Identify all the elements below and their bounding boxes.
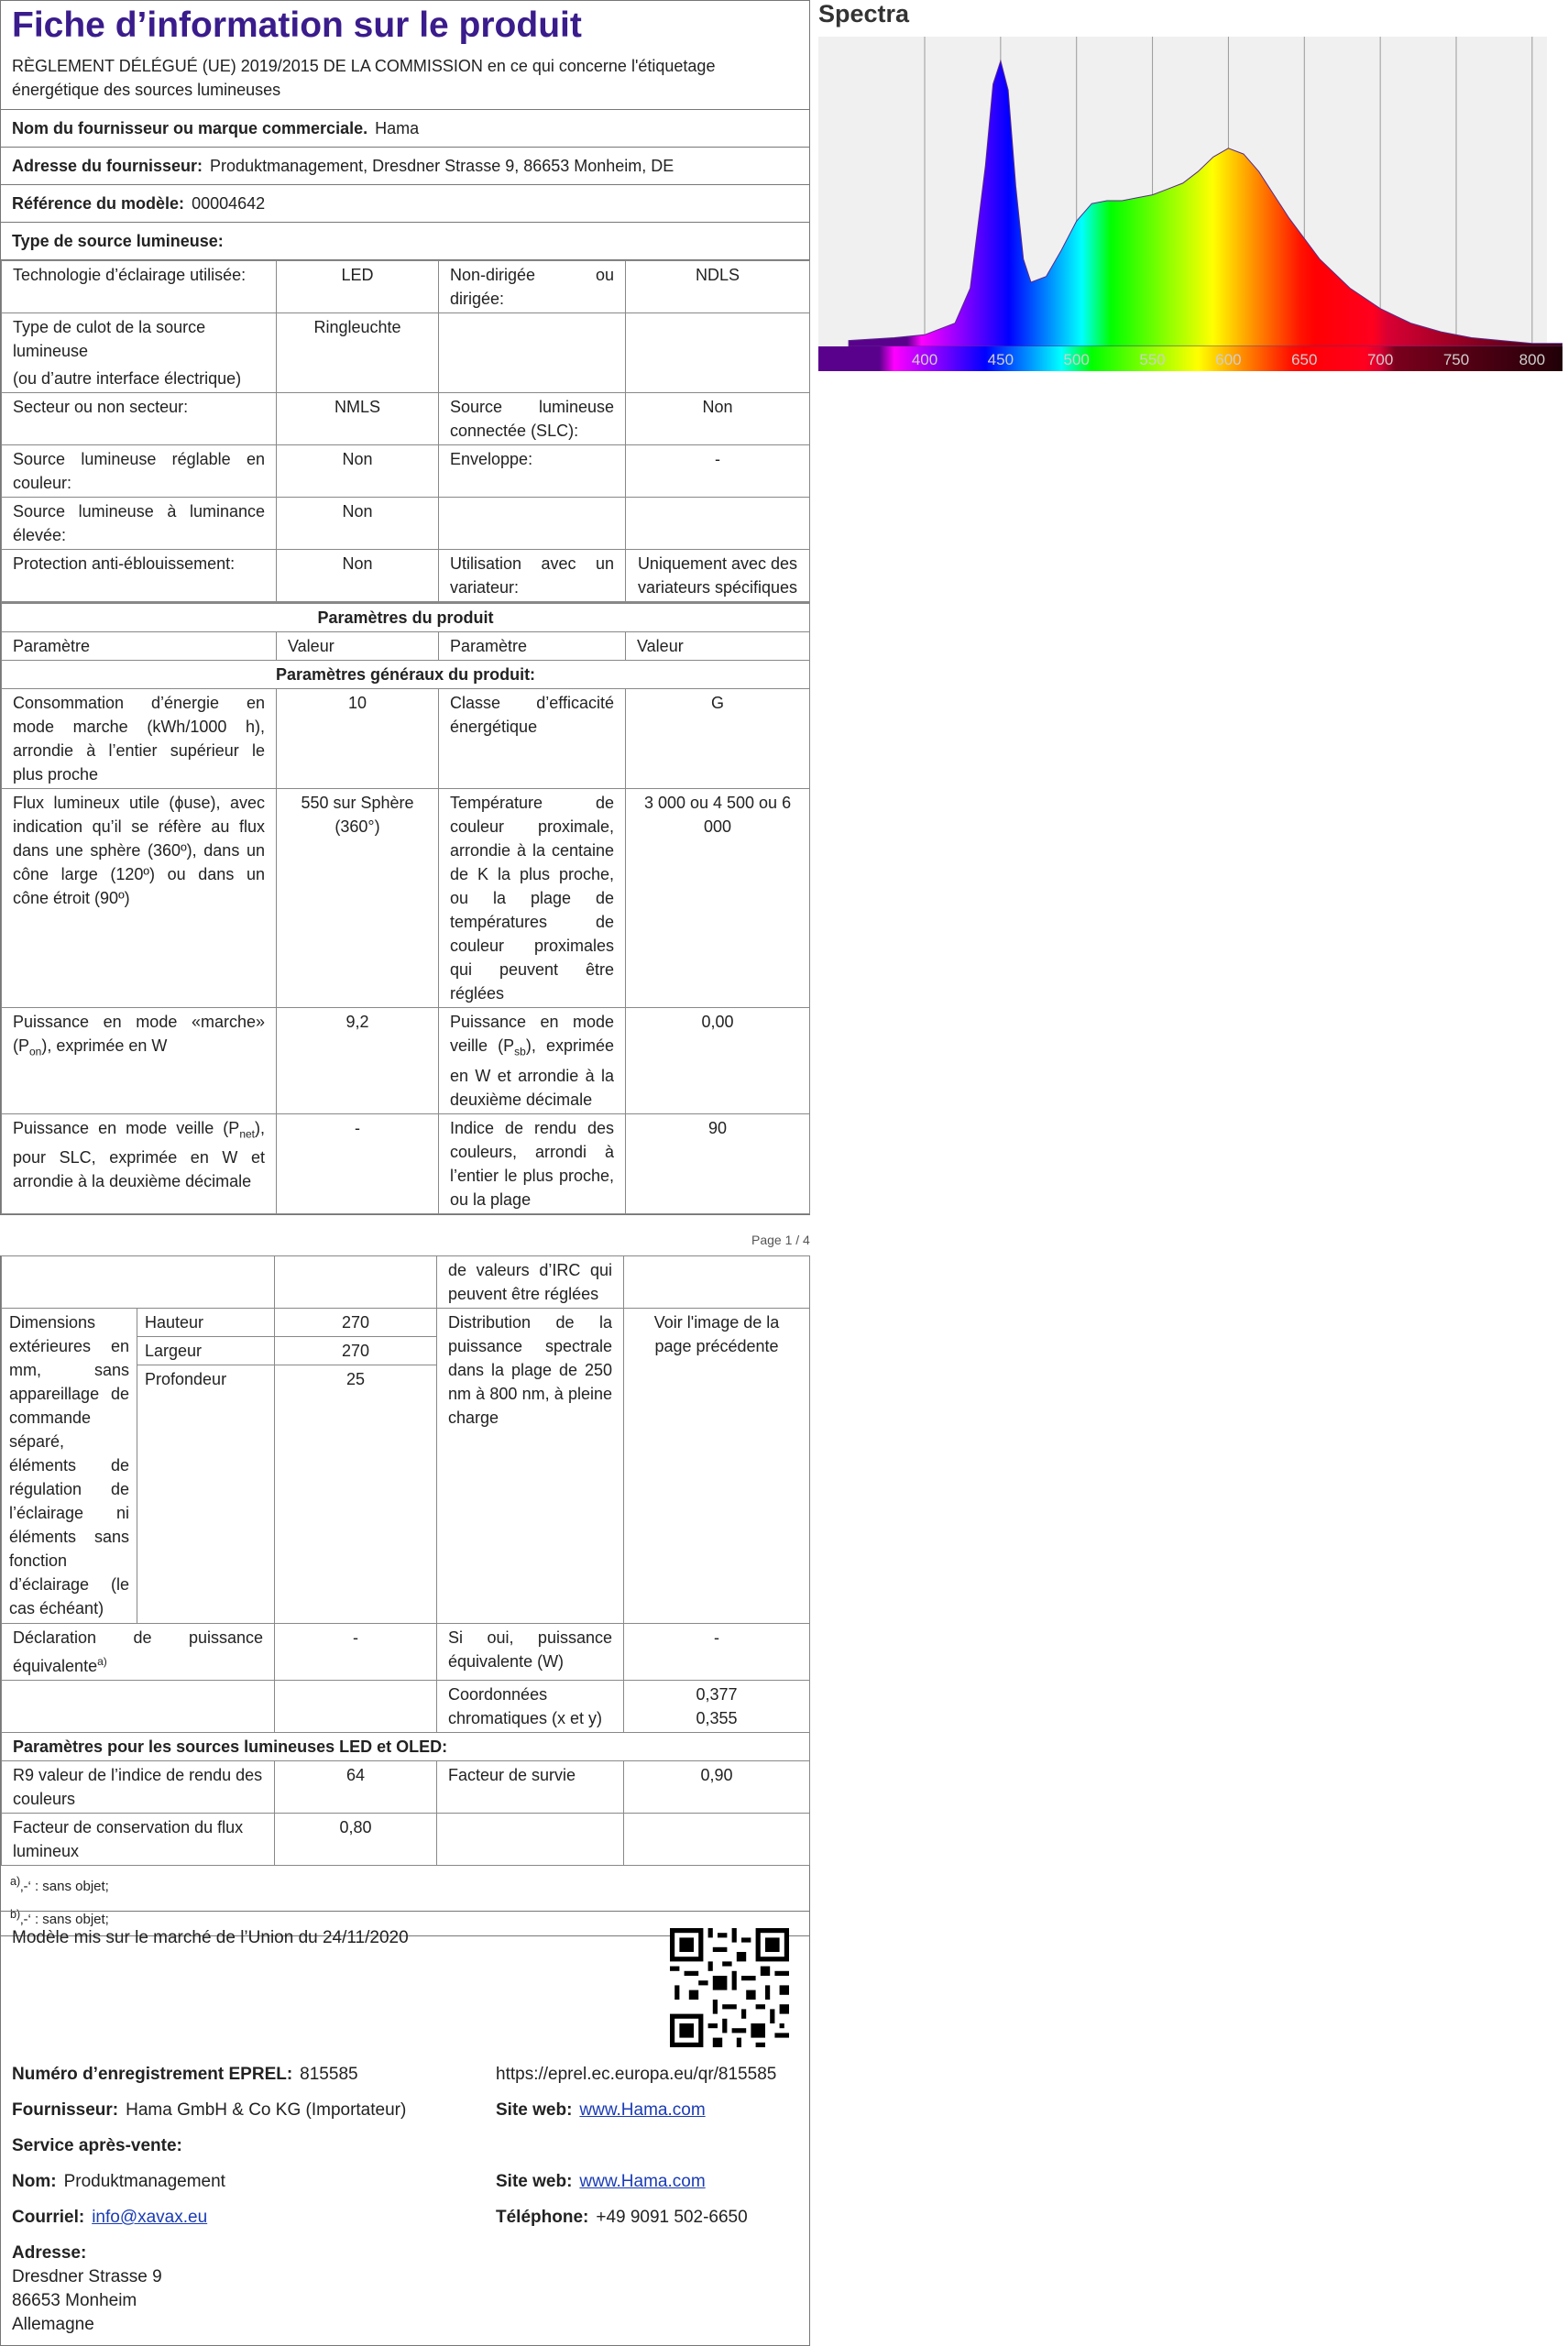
supplier-address-label: Adresse du fournisseur: <box>12 157 203 175</box>
psb-label-a: Puissance en mode veille (P <box>450 1013 614 1055</box>
footnote-a-text: ‚-‘ : sans objet; <box>20 1879 109 1894</box>
height-value: 270 <box>275 1309 437 1337</box>
empty-cell <box>275 1681 437 1733</box>
equiv-footnote-mark: a) <box>97 1655 107 1668</box>
x-tick-label: 550 <box>1139 351 1166 368</box>
connected-value: Non <box>626 393 810 445</box>
service-label <box>12 2134 190 2158</box>
pnet-value: - <box>277 1113 439 1213</box>
cri-label-cont: de valeurs d’IRC qui peuvent être réglées <box>437 1256 624 1309</box>
x-tick-label: 500 <box>1063 351 1090 368</box>
x-tick-label: 600 <box>1215 351 1242 368</box>
table-row <box>2 789 810 1008</box>
cri-value: 90 <box>626 1113 810 1213</box>
eprel-reg-label: Numéro d’enregistrement EPREL: <box>12 2065 293 2084</box>
table-row <box>2 393 810 445</box>
address-block <box>12 2242 162 2337</box>
eprel-url-link[interactable]: https://eprel.ec.europa.eu/qr/815585 <box>496 2065 777 2084</box>
x-tick-label: 800 <box>1519 351 1546 368</box>
service-name-row <box>12 2170 225 2194</box>
survival-label: Facteur de survie <box>437 1761 624 1814</box>
spectra-chart <box>818 37 1563 371</box>
energy-label: Consommation d’énergie en mode marche (kWh/1000 h), arrondie à l’entier supérieur le plus proche <box>2 689 277 789</box>
col-header-value: Valeur <box>626 632 810 661</box>
empty-cell <box>439 313 626 393</box>
pnet-sub: net <box>239 1127 255 1141</box>
page-title: Fiche d’information sur le produit <box>12 5 582 45</box>
eprel-reg-row <box>12 2063 358 2087</box>
maintenance-value: 0,80 <box>275 1814 437 1866</box>
email-row <box>12 2206 207 2230</box>
flux-label: Flux lumineux utile (ϕuse), avec indication qu’il se réfère au flux dans une sphère (360º), dans un cône large (120º) ou dans un cône étroit (90º) <box>2 789 277 1008</box>
envelope-value: - <box>626 445 810 498</box>
qr-code-icon <box>670 1928 789 2047</box>
empty-cell <box>2 1256 275 1309</box>
product-params-table <box>1 602 810 1214</box>
survival-value: 0,90 <box>624 1761 810 1814</box>
eprel-box <box>0 1911 810 2346</box>
chroma-y: 0,355 <box>696 1709 738 1727</box>
model-ref-value: 00004642 <box>192 194 266 213</box>
tech-value: LED <box>277 261 439 313</box>
table-row <box>2 1681 810 1733</box>
table-row <box>2 1761 810 1814</box>
envelope-label: Enveloppe: <box>439 445 626 498</box>
pon-label-a: Puissance en mode «marche» (P <box>13 1013 265 1055</box>
supplier-name-label: Nom du fournisseur ou marque commerciale. <box>12 119 368 137</box>
table-row <box>2 1113 810 1213</box>
pon-label <box>2 1008 277 1114</box>
col-header-param: Paramètre <box>2 632 277 661</box>
table-row <box>2 313 810 393</box>
anti-glare-label: Protection anti-éblouissement: <box>2 550 277 602</box>
table-row <box>2 550 810 602</box>
spd-label: Distribution de la puissance spectrale dans la plage de 250 nm à 800 nm, à pleine charge <box>437 1309 624 1624</box>
service-website-label: Site web: <box>496 2172 573 2191</box>
colour-tunable-label: Source lumineuse réglable en couleur: <box>2 445 277 498</box>
pon-label-b: ), exprimée en W <box>41 1036 168 1055</box>
eprel-reg-value: 815585 <box>300 2065 358 2084</box>
mains-value: NMLS <box>277 393 439 445</box>
model-ref-row <box>1 185 809 223</box>
placed-on-market: Modèle mis sur le marché de l’Union du 24/11/2020 <box>12 1928 409 1947</box>
x-tick-label: 400 <box>911 351 938 368</box>
empty-cell <box>626 313 810 393</box>
table-row <box>2 1309 810 1337</box>
col-header-value: Valeur <box>277 632 439 661</box>
footnote-b-mark: b) <box>10 1908 21 1921</box>
supplier-name-value: Hama <box>375 119 420 137</box>
anti-glare-value: Non <box>277 550 439 602</box>
empty-cell <box>439 498 626 550</box>
chroma-label: Coordonnées chromatiques (x et y) <box>437 1681 624 1733</box>
service-name-label: Nom: <box>12 2172 57 2191</box>
pon-sub: on <box>29 1045 42 1058</box>
table-row <box>2 1008 810 1114</box>
supplier-address-row <box>1 148 809 185</box>
source-type-label: Type de source lumineuse: <box>12 232 224 250</box>
psb-label-b: ), exprimée en W et arrondie à la deuxième décimale <box>450 1036 614 1109</box>
params-header: Paramètres du produit <box>2 603 810 632</box>
pon-value: 9,2 <box>277 1008 439 1114</box>
footnote-a-mark: a) <box>10 1875 21 1888</box>
flux-value: 550 sur Sphère (360°) <box>277 789 439 1008</box>
page-number: Page 1 / 4 <box>751 1233 810 1247</box>
maintenance-label: Facteur de conservation du flux lumineux <box>2 1814 275 1866</box>
energy-value: 10 <box>277 689 439 789</box>
equiv-label-text: Déclaration de puissance équivalente <box>13 1628 263 1675</box>
table-row <box>2 445 810 498</box>
supplier-row <box>12 2099 406 2122</box>
service-website-link[interactable]: www.Hama.com <box>579 2172 706 2191</box>
footnote-b-text: ‚-‘ : sans objet; <box>20 1912 109 1927</box>
model-ref-label: Référence du modèle: <box>12 194 185 213</box>
dimensions-label: Dimensions extérieures en mm, sans appareillage de commande séparé, éléments de régulation de l’éclairage ni éléments sans fonction d’éclairage (le cas échéant) <box>2 1309 137 1624</box>
cct-label: Température de couleur proximale, arrondie à la centaine de K la plus proche, ou la plage de températures de couleur proximales qui peuvent être réglées <box>439 789 626 1008</box>
phone-label: Téléphone: <box>496 2208 589 2227</box>
phone-row <box>496 2206 748 2230</box>
address-line-2: 86653 Monheim <box>12 2291 137 2310</box>
efficiency-value: G <box>626 689 810 789</box>
pnet-label <box>2 1113 277 1213</box>
height-label: Hauteur <box>137 1309 275 1337</box>
pnet-label-b: ), pour SLC, exprimée en W et arrondie à la deuxième décimale <box>13 1118 265 1191</box>
regulation-text: RÈGLEMENT DÉLÉGUÉ (UE) 2019/2015 DE LA COMMISSION en ce qui concerne l'étiquetage énergétique des sources lumineuses <box>1 52 809 110</box>
led-params-header: Paramètres pour les sources lumineuses LED et OLED: <box>2 1733 810 1761</box>
depth-label: Profondeur <box>137 1365 275 1624</box>
address-line-1: Dresdner Strasse 9 <box>12 2267 162 2286</box>
table-row <box>2 498 810 550</box>
source-type-row <box>1 223 809 260</box>
email-label: Courriel: <box>12 2208 85 2227</box>
cap-label <box>2 313 277 393</box>
table-row <box>2 603 810 632</box>
params-continued-table <box>1 1255 810 1866</box>
psb-sub: sb <box>514 1045 526 1058</box>
empty-cell <box>2 1681 275 1733</box>
service-label-text: Service après-vente: <box>12 2136 182 2155</box>
tech-label: Technologie d’éclairage utilisée: <box>2 261 277 313</box>
address-label: Adresse: <box>12 2243 87 2263</box>
x-tick-label: 700 <box>1366 351 1394 368</box>
chroma-value <box>624 1681 810 1733</box>
high-luminance-label: Source lumineuse à luminance élevée: <box>2 498 277 550</box>
website-label: Site web: <box>496 2100 573 2120</box>
x-tick-label: 450 <box>987 351 1014 368</box>
mains-label: Secteur ou non secteur: <box>2 393 277 445</box>
r9-label: R9 valeur de l’indice de rendu des couleurs <box>2 1761 275 1814</box>
table-row <box>2 689 810 789</box>
spd-value: Voir l'image de la page précédente <box>624 1309 810 1624</box>
supplier-address-value: Produktmanagement, Dresdner Strasse 9, 86653 Monheim, DE <box>210 157 674 175</box>
service-name-value: Produktmanagement <box>63 2172 225 2191</box>
equiv-w-label: Si oui, puissance équivalente (W) <box>437 1624 624 1681</box>
cap-value: Ringleuchte <box>277 313 439 393</box>
chroma-x: 0,377 <box>696 1685 738 1704</box>
cct-value: 3 000 ou 4 500 ou 6 000 <box>626 789 810 1008</box>
high-luminance-value: Non <box>277 498 439 550</box>
table-row <box>2 261 810 313</box>
table-row <box>2 1256 810 1309</box>
depth-value: 25 <box>275 1365 437 1624</box>
colour-tunable-value: Non <box>277 445 439 498</box>
table-row <box>2 632 810 661</box>
supplier-value: Hama GmbH & Co KG (Importateur) <box>126 2100 407 2120</box>
empty-cell <box>275 1256 437 1309</box>
efficiency-label: Classe d’efficacité énergétique <box>439 689 626 789</box>
dimmer-label: Utilisation avec un variateur: <box>439 550 626 602</box>
equiv-value: - <box>275 1624 437 1681</box>
connected-label: Source lumineuse connectée (SLC): <box>439 393 626 445</box>
table-row <box>2 661 810 689</box>
r9-value: 64 <box>275 1761 437 1814</box>
empty-cell <box>626 498 810 550</box>
product-sheet-page-1 <box>0 0 810 1215</box>
table-row <box>2 1624 810 1681</box>
phone-value: +49 9091 502-6650 <box>596 2208 748 2227</box>
general-params-header: Paramètres généraux du produit: <box>2 661 810 689</box>
directional-value: NDLS <box>626 261 810 313</box>
psb-value: 0,00 <box>626 1008 810 1114</box>
product-sheet-page-2 <box>0 1255 810 1936</box>
col-header-param: Paramètre <box>439 632 626 661</box>
x-tick-label: 750 <box>1442 351 1470 368</box>
pnet-label-a: Puissance en mode veille (P <box>13 1118 240 1137</box>
dimmer-value: Uniquement avec des variateurs spécifiques <box>626 550 810 602</box>
table-row <box>2 1733 810 1761</box>
equiv-w-value: - <box>624 1624 810 1681</box>
footnote-a <box>10 1868 800 1901</box>
website-link[interactable]: www.Hama.com <box>579 2100 706 2120</box>
cap-label-line1: Type de culot de la source lumineuse <box>13 318 206 360</box>
width-value: 270 <box>275 1337 437 1365</box>
x-tick-label: 650 <box>1291 351 1318 368</box>
table-row <box>2 1814 810 1866</box>
cap-label-line2: (ou d’autre interface électrique) <box>13 369 242 388</box>
email-link[interactable]: info@xavax.eu <box>92 2208 208 2227</box>
equiv-label <box>2 1624 275 1681</box>
website-row <box>496 2099 706 2122</box>
supplier-label: Fournisseur: <box>12 2100 119 2120</box>
empty-cell <box>624 1256 810 1309</box>
supplier-name-row <box>1 110 809 148</box>
chart-title: Spectra <box>818 0 910 27</box>
width-label: Largeur <box>137 1337 275 1365</box>
cri-label: Indice de rendu des couleurs, arrondi à l’entier le plus proche, ou la plage <box>439 1113 626 1213</box>
service-website-row <box>496 2170 706 2194</box>
source-type-table <box>1 260 810 602</box>
empty-cell <box>437 1814 624 1866</box>
empty-cell <box>624 1814 810 1866</box>
psb-label <box>439 1008 626 1114</box>
address-line-3: Allemagne <box>12 2315 94 2334</box>
directional-label: Non-dirigée ou dirigée: <box>439 261 626 313</box>
x-tick-labels <box>912 351 1545 368</box>
